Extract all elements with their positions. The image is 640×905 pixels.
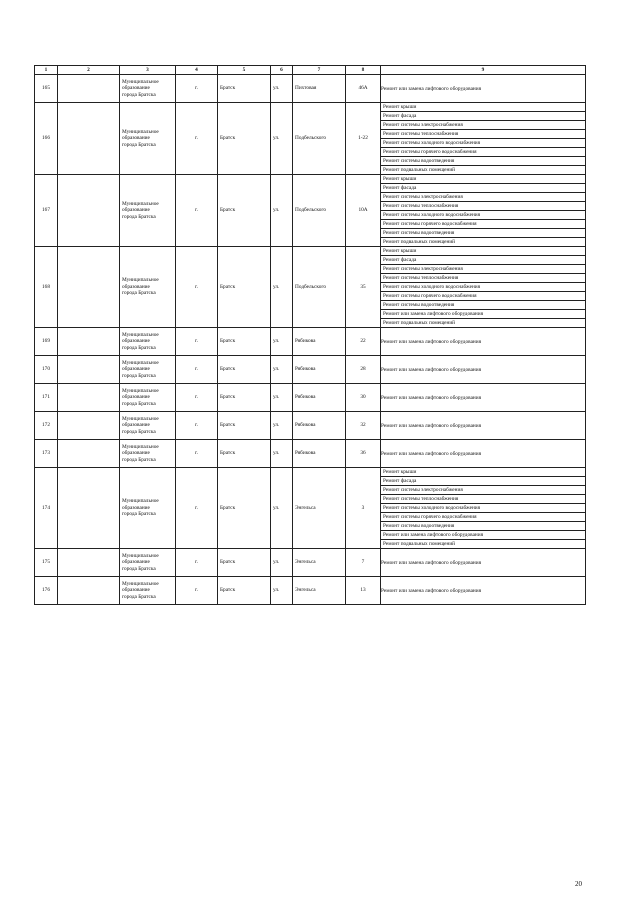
works-list [381,328,586,356]
works-list [381,412,586,440]
empty-cell [58,75,120,103]
column-header: 5 [218,66,271,75]
column-header: 1 [35,66,58,75]
house-number: 1-22 [346,103,381,175]
row-number: 172 [35,412,58,440]
work-item: Ремонт системы холодного водоснабжения [381,282,585,291]
city-name: Братск [218,356,271,384]
work-item: Ремонт системы холодного водоснабжения [381,210,585,219]
settlement-type: г. [176,384,218,412]
table-row [35,328,586,356]
street-type: ул. [271,412,293,440]
empty-cell [58,328,120,356]
work-item: Ремонт системы водоотведения [381,300,585,309]
table-body [35,75,586,605]
municipality-line: Муниципальное [122,552,159,559]
work-item: Ремонт системы горячего водоснабжения [381,512,585,521]
row-number: 165 [35,75,58,103]
municipality [120,577,176,605]
column-header: 6 [271,66,293,75]
row-number: 168 [35,247,58,328]
street-name: Рябикова [293,440,346,468]
work-item: Ремонт системы электроснабжения [381,192,585,201]
table-row [35,440,586,468]
municipality-line: города Братска [122,213,156,220]
street-type: ул. [271,468,293,549]
work-item: Ремонт или замена лифтового оборудования [381,85,482,92]
work-item: Ремонт системы теплоснабжения [381,201,585,210]
work-item: Ремонт фасада [381,476,585,485]
municipality-line: города Братска [122,428,156,435]
street-name: Подбельского [293,103,346,175]
row-number: 175 [35,549,58,577]
work-item: Ремонт системы водоотведения [381,228,585,237]
page-number: 20 [575,880,582,888]
table-row [35,75,586,103]
settlement-type: г. [176,103,218,175]
work-item: Ремонт системы электроснабжения [381,120,585,129]
municipality-line: образование [122,207,150,214]
house-number: 36 [346,440,381,468]
street-name: Подбельского [293,247,346,328]
municipality-line: Муниципальное [122,277,159,284]
municipality-line: Муниципальное [122,128,159,135]
work-item: Ремонт или замена лифтового оборудования [381,587,482,594]
work-item: Ремонт подвальных помещений [381,539,585,548]
table-row [35,247,586,328]
municipality-line: города Братска [122,91,156,98]
municipality [120,468,176,549]
work-item: Ремонт системы водоотведения [381,521,585,530]
municipality-line: образование [122,394,150,401]
work-item: Ремонт или замена лифтового оборудования [381,338,482,345]
row-number: 174 [35,468,58,549]
street-name: Рябикова [293,412,346,440]
works-list [381,549,586,577]
house-number: 46А [346,75,381,103]
row-number: 176 [35,577,58,605]
street-name: Энгельса [293,549,346,577]
street-type: ул. [271,175,293,247]
municipality [120,328,176,356]
work-item: Ремонт подвальных помещений [381,318,585,327]
municipality-line: города Братска [122,344,156,351]
work-item: Ремонт фасада [381,111,585,120]
row-number: 170 [35,356,58,384]
settlement-type: г. [176,328,218,356]
municipality [120,75,176,103]
municipality-line: Муниципальное [122,387,159,394]
table-row [35,577,586,605]
municipality-line: образование [122,450,150,457]
work-item: Ремонт системы горячего водоснабжения [381,291,585,300]
city-name: Братск [218,328,271,356]
work-item: Ремонт фасада [381,183,585,192]
empty-cell [58,175,120,247]
municipality [120,356,176,384]
city-name: Братск [218,440,271,468]
work-item: Ремонт системы теплоснабжения [381,273,585,282]
empty-cell [58,247,120,328]
work-item: Ремонт системы электроснабжения [381,485,585,494]
municipality [120,549,176,577]
work-item: Ремонт системы холодного водоснабжения [381,138,585,147]
settlement-type: г. [176,549,218,577]
settlement-type: г. [176,577,218,605]
municipality-line: города Братска [122,372,156,379]
work-item: Ремонт системы теплоснабжения [381,494,585,503]
works-list [381,468,586,549]
works-list [381,384,586,412]
empty-cell [58,384,120,412]
municipality-line: Муниципальное [122,359,159,366]
municipality-line: Муниципальное [122,498,159,505]
city-name: Братск [218,247,271,328]
settlement-type: г. [176,175,218,247]
municipality-line: Муниципальное [122,580,159,587]
work-item: Ремонт крыши [383,469,417,475]
table-row [35,175,586,247]
row-number: 166 [35,103,58,175]
street-type: ул. [271,103,293,175]
municipality-line: образование [122,338,150,345]
column-header: 9 [381,66,586,75]
works-list [381,175,586,247]
municipality [120,175,176,247]
table-row [35,412,586,440]
street-name: Пихтовая [293,75,346,103]
column-header: 8 [346,66,381,75]
municipality [120,412,176,440]
works-list [381,440,586,468]
works-list [381,103,586,175]
city-name: Братск [218,549,271,577]
work-item: Ремонт фасада [381,255,585,264]
housing-repair-table [34,65,586,605]
work-item: Ремонт или замена лифтового оборудования [381,450,482,457]
works-list [381,247,586,328]
municipality [120,440,176,468]
column-header: 4 [176,66,218,75]
municipality [120,247,176,328]
house-number: 13 [346,577,381,605]
work-item: Ремонт или замена лифтового оборудования [381,366,482,373]
work-item: Ремонт или замена лифтового оборудования [381,559,482,566]
municipality-line: образование [122,559,150,566]
header-row [35,66,586,75]
street-type: ул. [271,75,293,103]
house-number: 35 [346,247,381,328]
work-item: Ремонт или замена лифтового оборудования [381,309,585,318]
municipality-line: города Братска [122,456,156,463]
empty-cell [58,412,120,440]
settlement-type: г. [176,412,218,440]
street-type: ул. [271,384,293,412]
municipality-line: города Братска [122,511,156,518]
row-number: 167 [35,175,58,247]
city-name: Братск [218,384,271,412]
empty-cell [58,356,120,384]
work-item: Ремонт подвальных помещений [381,237,585,246]
street-name: Энгельса [293,577,346,605]
works-list [381,75,586,103]
city-name: Братск [218,75,271,103]
settlement-type: г. [176,247,218,328]
row-number: 171 [35,384,58,412]
municipality-line: Муниципальное [122,331,159,338]
works-list [381,356,586,384]
works-list [381,577,586,605]
work-item: Ремонт системы электроснабжения [381,264,585,273]
municipality-line: образование [122,587,150,594]
house-number: 28 [346,356,381,384]
settlement-type: г. [176,440,218,468]
municipality-line: образование [122,366,150,373]
row-number: 173 [35,440,58,468]
street-name: Рябикова [293,328,346,356]
municipality-line: образование [122,504,150,511]
settlement-type: г. [176,75,218,103]
table-row [35,103,586,175]
house-number: 7 [346,549,381,577]
work-item: Ремонт системы холодного водоснабжения [381,503,585,512]
municipality-line: города Братска [122,400,156,407]
street-type: ул. [271,356,293,384]
table-row [35,549,586,577]
street-type: ул. [271,328,293,356]
city-name: Братск [218,412,271,440]
house-number: 3 [346,468,381,549]
work-item: Ремонт крыши [383,104,417,110]
house-number: 22 [346,328,381,356]
street-name: Энгельса [293,468,346,549]
city-name: Братск [218,175,271,247]
street-name: Подбельского [293,175,346,247]
work-item: Ремонт системы водоотведения [381,156,585,165]
empty-cell [58,440,120,468]
street-type: ул. [271,577,293,605]
work-item: Ремонт системы теплоснабжения [381,129,585,138]
table-row [35,356,586,384]
settlement-type: г. [176,468,218,549]
work-item: Ремонт или замена лифтового оборудования [381,422,482,429]
empty-cell [58,103,120,175]
column-header: 3 [120,66,176,75]
municipality-line: города Братска [122,141,156,148]
city-name: Братск [218,468,271,549]
house-number: 30 [346,384,381,412]
table-row [35,384,586,412]
empty-cell [58,577,120,605]
settlement-type: г. [176,356,218,384]
municipality [120,103,176,175]
column-header: 2 [58,66,120,75]
city-name: Братск [218,103,271,175]
street-type: ул. [271,247,293,328]
work-item: Ремонт системы горячего водоснабжения [381,147,585,156]
table-row [35,468,586,549]
city-name: Братск [218,577,271,605]
house-number: 32 [346,412,381,440]
work-item: Ремонт или замена лифтового оборудования [381,530,585,539]
municipality-line: Муниципальное [122,200,159,207]
municipality [120,384,176,412]
work-item: Ремонт подвальных помещений [381,165,585,174]
municipality-line: Муниципальное [122,415,159,422]
municipality-line: Муниципальное [122,443,159,450]
work-item: Ремонт или замена лифтового оборудования [381,394,482,401]
street-name: Рябикова [293,384,346,412]
municipality-line: города Братска [122,290,156,297]
municipality-line: города Братска [122,565,156,572]
municipality-line: образование [122,283,150,290]
street-name: Рябикова [293,356,346,384]
house-number: 10А [346,175,381,247]
column-header: 7 [293,66,346,75]
work-item: Ремонт крыши [383,176,417,182]
municipality-line: образование [122,85,150,92]
empty-cell [58,549,120,577]
municipality-line: образование [122,422,150,429]
row-number: 169 [35,328,58,356]
work-item: Ремонт системы горячего водоснабжения [381,219,585,228]
street-type: ул. [271,549,293,577]
street-type: ул. [271,440,293,468]
municipality-line: Муниципальное [122,78,159,85]
work-item: Ремонт крыши [383,248,417,254]
empty-cell [58,468,120,549]
municipality-line: образование [122,135,150,142]
municipality-line: города Братска [122,593,156,600]
